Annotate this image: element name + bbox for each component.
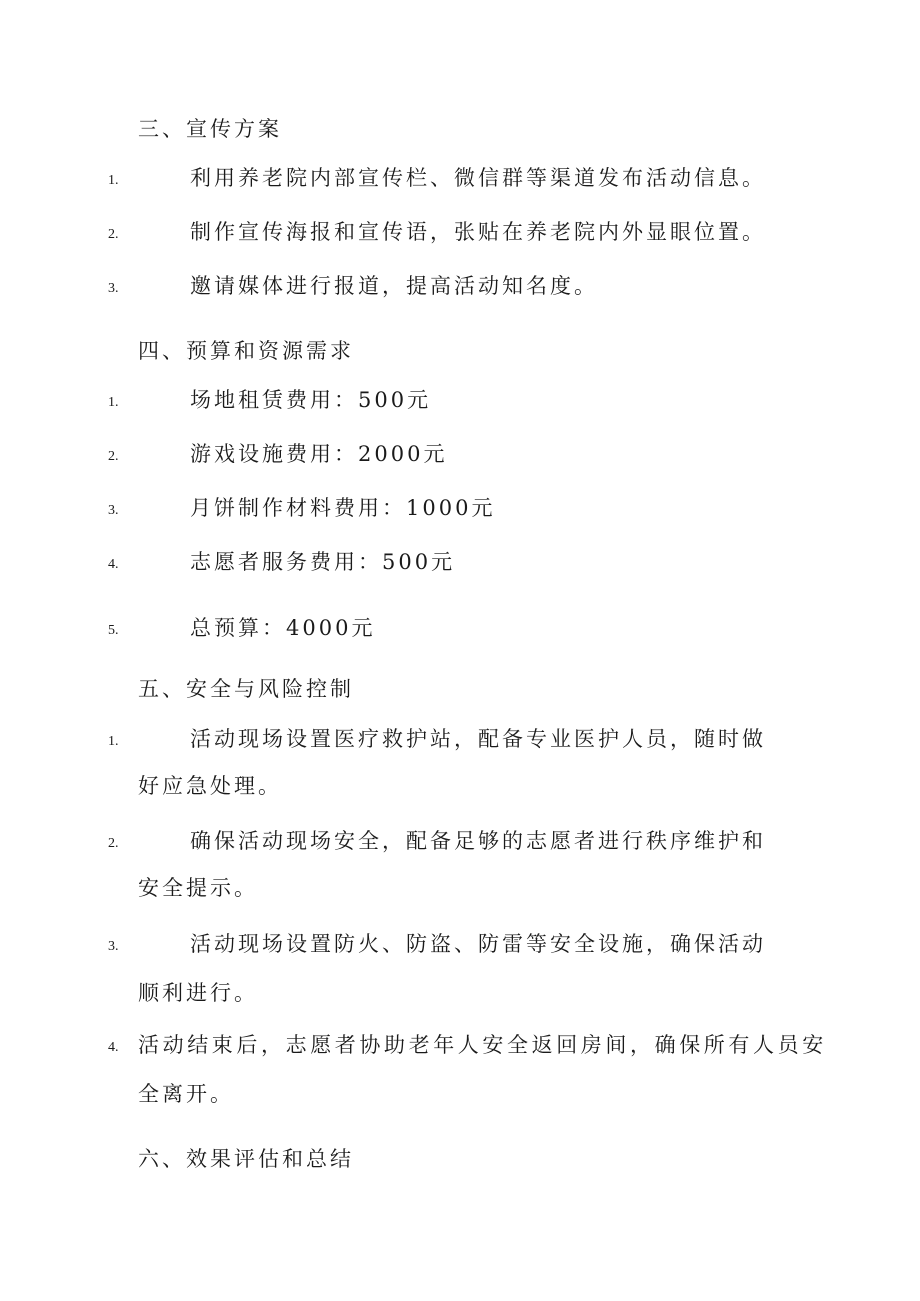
list-item-text: 游戏设施费用：2000元 — [190, 442, 448, 466]
list-number: 5. — [108, 623, 119, 638]
list-item-text: 活动现场设置医疗救护站，配备专业医护人员，随时做 — [190, 727, 766, 751]
list-item-text: 活动现场设置防火、防盗、防雷等安全设施，确保活动 — [190, 932, 766, 956]
list-item-text: 志愿者服务费用：500元 — [190, 550, 456, 574]
section-heading-evaluation: 六、效果评估和总结 — [138, 1147, 354, 1171]
list-item-text: 月饼制作材料费用：1000元 — [190, 496, 496, 520]
list-number: 3. — [108, 281, 119, 296]
list-item-continuation: 全离开。 — [138, 1082, 234, 1106]
section-heading-publicity: 三、宣传方案 — [138, 117, 282, 141]
list-item-text: 邀请媒体进行报道，提高活动知名度。 — [190, 274, 598, 298]
list-item-continuation: 安全提示。 — [138, 876, 258, 900]
list-number: 3. — [108, 939, 119, 954]
list-number: 4. — [108, 1040, 119, 1055]
list-item-text: 确保活动现场安全，配备足够的志愿者进行秩序维护和 — [190, 829, 766, 853]
list-number: 2. — [108, 449, 119, 464]
list-number: 2. — [108, 227, 119, 242]
list-number: 4. — [108, 557, 119, 572]
list-item-text: 利用养老院内部宣传栏、微信群等渠道发布活动信息。 — [190, 166, 766, 190]
list-item-text: 总预算：4000元 — [190, 616, 376, 640]
list-number: 1. — [108, 395, 119, 410]
list-number: 1. — [108, 734, 119, 749]
list-item-continuation: 顺利进行。 — [138, 981, 258, 1005]
list-item-text: 场地租赁费用：500元 — [190, 388, 432, 412]
section-heading-safety: 五、安全与风险控制 — [138, 677, 354, 701]
list-item-text: 制作宣传海报和宣传语，张贴在养老院内外显眼位置。 — [190, 220, 766, 244]
list-number: 3. — [108, 503, 119, 518]
list-number: 2. — [108, 836, 119, 851]
list-item-continuation: 好应急处理。 — [138, 774, 282, 798]
section-heading-budget: 四、预算和资源需求 — [138, 339, 354, 363]
list-item-text: 活动结束后，志愿者协助老年人安全返回房间，确保所有人员安 — [138, 1033, 827, 1057]
list-number: 1. — [108, 173, 119, 188]
